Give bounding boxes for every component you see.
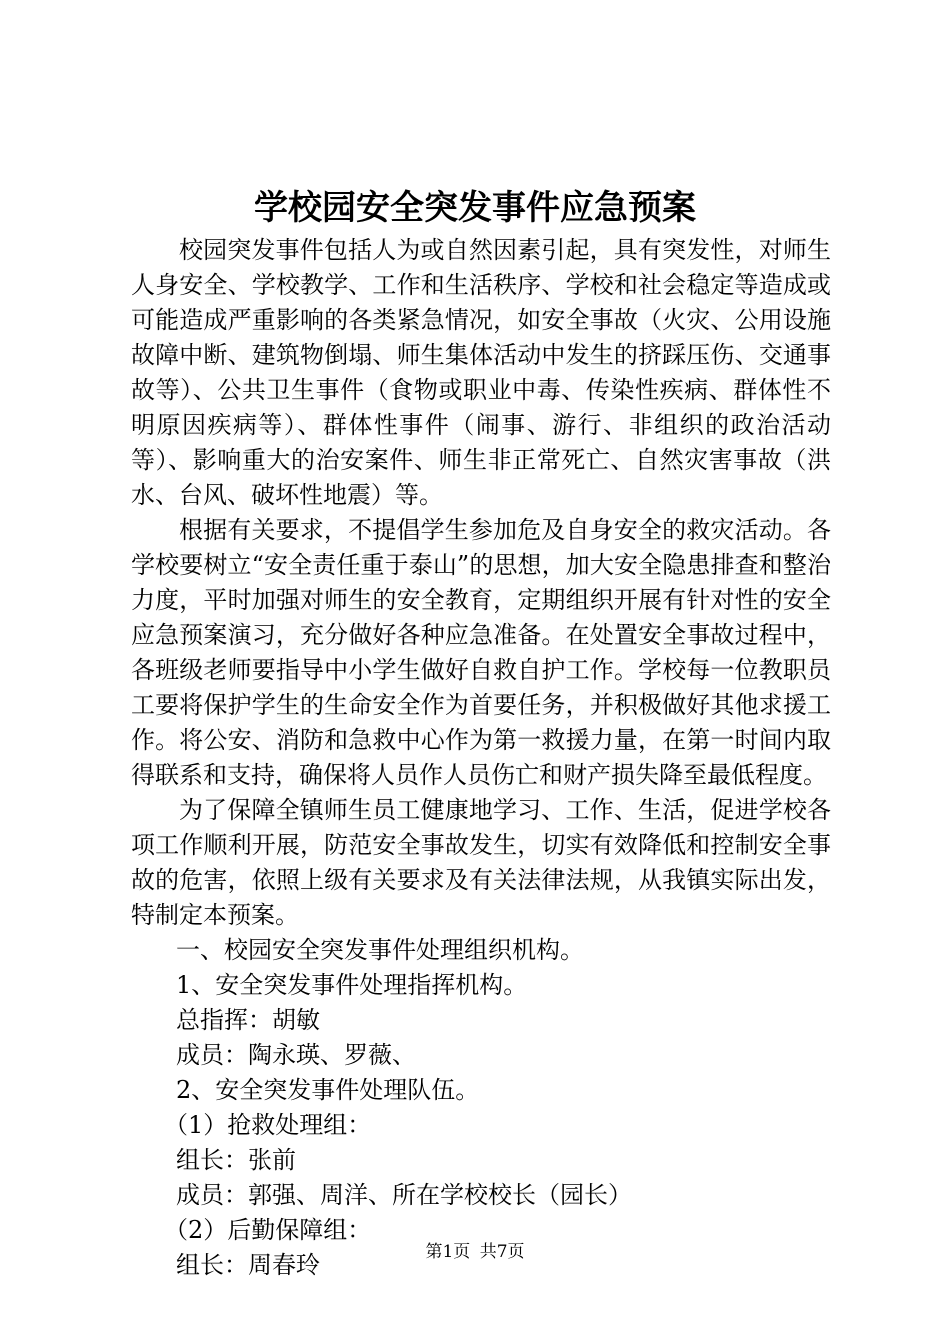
paragraph-requirements: 根据有关要求，不提倡学生参加危及自身安全的救灾活动。各学校要树立“安全责任重于泰山”的思想，加大安全隐患排查和整治力度，平时加强对师生的安全教育，定期组织开展有针对性的安全应急预案演习，充分做好各种应急准备。在处置安全事故过程中，各班级老师要指导中小学生做好自救自护工作。学校每一位教职员工要将保护学生的生命安全作为首要任务，并积极做好其他求援工作。将公安、消防和急救中心作为第一救援力量，在第一时间内取得联系和支持，确保将人员作人员伤亡和财产损失降至最低程度。 xyxy=(131,516,831,789)
paragraph-purpose: 为了保障全镇师生员工健康地学习、工作、生活，促进学校各项工作顺利开展，防范安全事故发生，切实有效降低和控制安全事故的危害，依照上级有关要求及有关法律法规，从我镇实际出发，特制定本预案。 xyxy=(131,796,831,929)
commander-line: 总指挥：胡敏 xyxy=(176,1006,320,1034)
rescue-team-members: 成员：郭强、周洋、所在学校校长（园长） xyxy=(176,1181,632,1209)
document-title: 学校园安全突发事件应急预案 xyxy=(254,188,696,228)
paragraph-intro: 校园突发事件包括人为或自然因素引起，具有突发性，对师生人身安全、学校教学、工作和生活秩序、学校和社会稳定等造成或可能造成严重影响的各类紧急情况，如安全事故（火灾、公用设施故障中断、建筑物倒塌、师生集体活动中发生的挤踩压伤、交通事故等）、公共卫生事件（食物或职业中毒、传染性疾病、群体性不明原因疾病等）、群体性事件（闹事、游行、非组织的政治活动等）、影响重大的治安案件、师生非正常死亡、自然灾害事故（洪水、台风、破坏性地震）等。 xyxy=(131,236,831,509)
section-heading-organization: 一、校园安全突发事件处理组织机构。 xyxy=(176,936,584,964)
subsection-command: 1、安全突发事件处理指挥机构。 xyxy=(176,971,528,999)
command-members-line: 成员：陶永瑛、罗薇、 xyxy=(176,1041,416,1069)
rescue-team-leader: 组长：张前 xyxy=(176,1146,296,1174)
rescue-team-heading: （1）抢救处理组： xyxy=(164,1111,372,1139)
page-number-footer: 第1页 共7页 xyxy=(425,1242,525,1262)
subsection-teams: 2、安全突发事件处理队伍。 xyxy=(176,1076,480,1104)
document-body xyxy=(131,233,831,1283)
logistics-team-heading: （2）后勤保障组： xyxy=(164,1216,372,1244)
logistics-team-leader: 组长：周春玲 xyxy=(176,1251,320,1279)
